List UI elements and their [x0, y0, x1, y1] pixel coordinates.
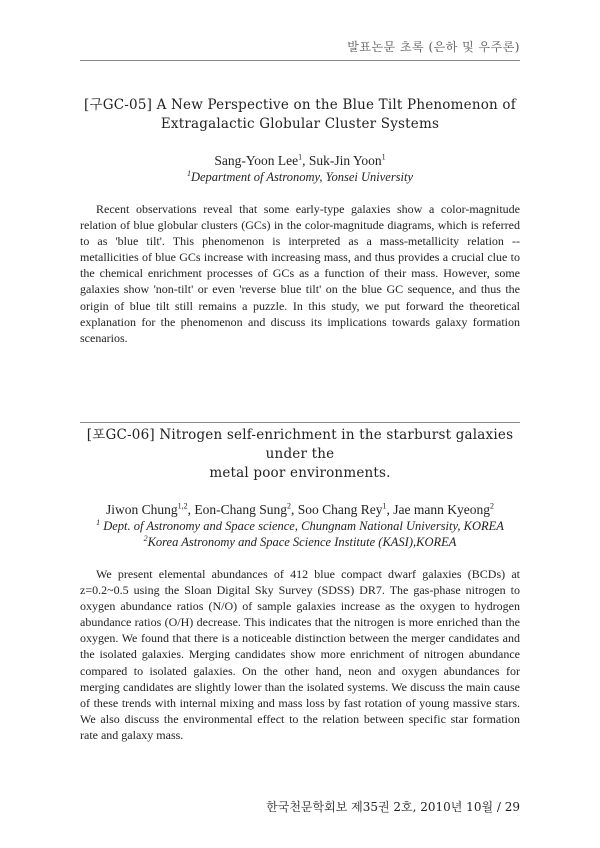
author: Suk-Jin Yoon — [308, 153, 382, 168]
page-footer: 한국천문학회보 제35권 2호, 2010년 10월 / 29 — [266, 800, 520, 814]
paper-1-authors: Sang-Yoon Lee$^1$, Suk-Jin Yoon$^1$ — [214, 152, 386, 168]
paper-1-title — [80, 96, 520, 134]
paper-2-title-line1: Nitrogen self-enrichment in the starburst galaxies under the — [159, 427, 514, 462]
paper-1 — [80, 96, 520, 346]
author: Soo Chang Rey — [297, 502, 383, 517]
paper-2-affiliation-2: $^2$Korea Astronomy and Space Science Institute (KASI),KOREA — [143, 533, 457, 549]
paper-2-title-line2: metal poor environments. — [209, 465, 391, 481]
author: Jiwon Chung — [105, 502, 178, 517]
running-head: 발표논문 초록 (은하 및 우주론) — [347, 40, 520, 54]
author: Jae mann Kyeong — [393, 502, 490, 517]
paper-2-authors: Jiwon Chung$^{1,2}$, Eon-Chang Sung$^2$, Soo Chang Rey$^1$, Jae mann Kyeong$^2$ — [105, 501, 494, 517]
paper-1-title-line1: A New Perspective on the Blue Tilt Phenomenon of — [156, 97, 516, 113]
paper-2 — [80, 426, 520, 743]
paper-2-title — [80, 426, 520, 483]
header-rule — [80, 60, 520, 61]
paper-1-title-line2: Extragalactic Globular Cluster Systems — [160, 116, 440, 132]
author: Eon-Chang Sung — [194, 502, 287, 517]
paper-2-abstract: We present elemental abundances of 412 blue compact dwarf galaxies (BCDs) at z=0.2~0.5 using the Sloan Digital Sky Survey (SDSS) DR7. The gas-phase nitrogen to oxygen abundance ratios (N/O) of sample galaxies increase as the oxygen to hydrogen abundance ratios (O/H) decrease. This indicates that the nitrogen is more enriched than the oxygen. We found that there is a noticeable distinction between the merger candidates and the isolated galaxies. Merging candidates show more enrichment of nitrogen abundance compared to isolated galaxies. On the other hand, neon and oxygen abundances for merging candidates are slightly lower than the isolated systems. We discuss the main cause of these trends with internal mixing and mass loss by fast rotation of young massive stars. We also discuss the environmental effect to the relation between specific star formation rate and galaxy mass. — [80, 567, 520, 742]
author: Sang-Yoon Lee — [214, 153, 299, 168]
paper-1-code: [구GC-05] — [84, 97, 153, 113]
paper-2-code: [포GC-06] — [86, 427, 155, 443]
paper-1-abstract: Recent observations reveal that some early-type galaxies show a color-magnitude relation of blue globular clusters (GCs) in the color-magnitude diagrams, which is referred to as 'blue tilt'. This phenomenon is interpreted as a mass-metallicity relation -- metallicities of blue GCs increase with increasing mass, and thus provides a crucial clue to the chemical enrichment processes of GCs as a function of their mass. However, some galaxies show 'non-tilt' or even 'reverse blue tilt' on the blue GC sequence, and thus the origin of blue tilt still remains a puzzle. In this study, we put forward the theoretical explanation for the phenomenon and discuss its implications towards galaxy formation scenarios. — [80, 202, 520, 345]
paper-2-affiliation-1: $^1$ Dept. of Astronomy and Space science, Chungnam National University, KOREA — [96, 517, 504, 533]
section-divider — [80, 422, 520, 423]
paper-1-affiliation: $^1$Department of Astronomy, Yonsei University — [186, 168, 414, 184]
